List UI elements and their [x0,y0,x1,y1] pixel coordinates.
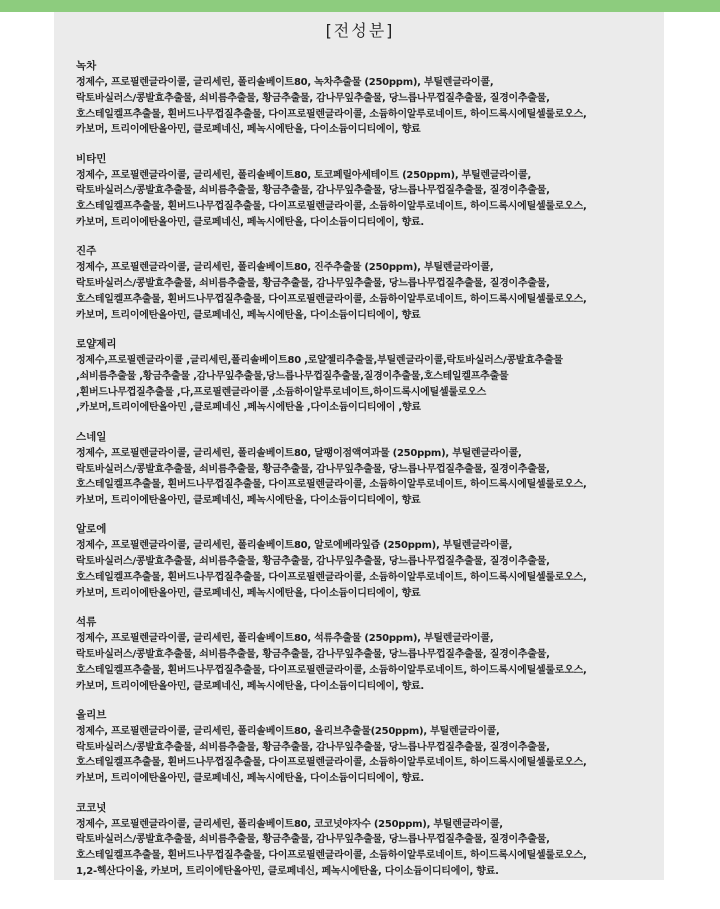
ingredient-line: 카보머, 트리이에탄올아민, 클로페네신, 페녹시에탄올, 다이소듐이디티에이, 향료. [76,217,424,229]
top-accent-bar [0,0,720,12]
section-name: 로얄제리 [76,338,117,351]
ingredient-line: 호스테일켈프추출물, 흰버드나무껍질추출물, 다이프로필렌글라이콜, 소듐하이알루로네이트, 하이드록시에틸셀룰로오스, [76,572,587,584]
ingredient-line: 카보머, 트리이에탄올아민, 클로페네신, 페녹시에탄올, 다이소듐이디티에이, 향료 [76,495,421,507]
ingredient-line: 호스테일켈프추출물, 흰버드나무껍질추출물, 다이프로필렌글라이콜, 소듐하이알루로네이트, 하이드록시에틸셀룰로오스, [76,293,587,305]
ingredient-line: 락토바실러스/콩발효추출물, 쇠비름추출물, 황금추출물, 감나무잎추출물, 당느릅나무껍질추출물, 질경이추출물, [76,834,550,846]
ingredient-line: 정제수, 프로필렌글라이콜, 글리세린, 폴리솔베이트80, 진주추출물 (250ppm), 부틸렌글라이콜, [76,262,494,274]
ingredient-line: 정제수, 프로필렌글라이콜, 글리세린, 폴리솔베이트80, 알로에베라잎즙 (250ppm), 부틸렌글라이콜, [76,540,513,552]
ingredient-section [76,151,644,231]
ingredient-line: 락토바실러스/콩발효추출물, 쇠비름추출물, 황금추출물, 감나무잎추출물, 당느릅나무껍질추출물, 질경이추출물, [76,185,550,197]
ingredient-line: 호스테일켈프추출물, 흰버드나무껍질추출물, 다이프로필렌글라이콜, 소듐하이알루로네이트, 하이드록시에틸셀룰로오스, [76,850,587,862]
section-name: 코코넛 [76,801,107,814]
ingredient-line: 호스테일켈프추출물, 흰버드나무껍질추출물, 다이프로필렌글라이콜, 소듐하이알루로네이트, 하이드록시에틸셀룰로오스, [76,201,587,213]
ingredient-line: 정제수, 프로필렌글라이콜, 글리세린, 폴리솔베이트80, 달팽이점액여과물 (250ppm), 부틸렌글라이콜, [76,447,522,459]
ingredient-line: 락토바실러스/콩발효추출물, 쇠비름추출물, 황금추출물, 감나무잎추출물, 당느릅나무껍질추출물, 질경이추출물, [76,463,550,475]
ingredient-line: ,흰버드나무껍질추출물 ,다,프로필렌글라이콜 ,소듐하이알루로네이트,하이드록시에틸셀룰로오스 [76,386,487,398]
ingredient-list [76,353,644,416]
section-name: 석류 [76,616,97,629]
ingredient-line: ,카보머,트리이에탄올아민 ,클로페네신 ,페녹시에탄올 ,다이소듐이디티에이 ,향료 [76,402,421,414]
ingredient-line: 락토바실러스/콩발효추출물, 쇠비름추출물, 황금추출물, 감나무잎추출물, 당느릅나무껍질추출물, 질경이추출물, [76,741,550,753]
section-name: 스네일 [76,430,107,443]
ingredient-line: 카보머, 트리이에탄올아민, 클로페네신, 페녹시에탄올, 다이소듐이디티에이, 향료 [76,587,421,599]
ingredient-line: 락토바실러스/콩발효추출물, 쇠비름추출물, 황금추출물, 감나무잎추출물, 당느릅나무껍질추출물, 질경이추출물, [76,92,550,104]
ingredient-list [76,724,644,787]
section-name: 알로에 [76,523,107,536]
ingredient-line: 호스테일켈프추출물, 흰버드나무껍질추출물, 다이프로필렌글라이콜, 소듐하이알루로네이트, 하이드록시에틸셀룰로오스, [76,664,587,676]
ingredient-line: 정제수, 프로필렌글라이콜, 글리세린, 폴리솔베이트80, 녹차추출물 (250ppm), 부틸렌글라이콜, [76,77,494,88]
ingredient-section [76,336,644,416]
ingredient-line: 정제수, 프로필렌글라이콜, 글리세린, 폴리솔베이트80, 석류추출물 (250ppm), 부틸렌글라이콜, [76,633,494,645]
ingredient-line: 카보머, 트리이에탄올아민, 클로페네신, 페녹시에탄올, 다이소듐이디티에이, 향료. [76,773,424,785]
page-title: [전성분] [325,21,395,40]
ingredient-line: 정제수,프로필렌글라이콜 ,글리세린,폴리솔베이트80 ,로얄젤리추출물,부틸렌글라이콜,락토바실러스/콩발효추출물 [76,355,563,367]
ingredient-list [76,168,644,231]
ingredient-section [76,707,644,787]
ingredient-list [76,446,644,509]
section-name: 비타민 [76,152,107,165]
ingredient-line: 카보머, 트리이에탄올아민, 클로페네신, 페녹시에탄올, 다이소듐이디티에이, 향료. [76,680,424,692]
ingredient-line: 락토바실러스/콩발효추출물, 쇠비름추출물, 황금추출물, 감나무잎추출물, 당느릅나무껍질추출물, 질경이추출물, [76,648,550,660]
section-name: 진주 [76,245,97,258]
ingredient-line: 호스테일켈프추출물, 흰버드나무껍질추출물, 다이프로필렌글라이콜, 소듐하이알루로네이트, 하이드록시에틸셀룰로오스, [76,757,587,769]
ingredient-line: 1,2-헥산다이올, 카보머, 트리이에탄올아민, 클로페네신, 페녹시에탄올, 다이소듐이디티에이, 향료. [76,865,499,877]
ingredient-line: 락토바실러스/콩발효추출물, 쇠비름추출물, 황금추출물, 감나무잎추출물, 당느릅나무껍질추출물, 질경이추출물, [76,278,550,290]
ingredient-line: 호스테일켈프추출물, 흰버드나무껍질추출물, 다이프로필렌글라이콜, 소듐하이알루로네이트, 하이드록시에틸셀룰로오스, [76,479,587,491]
ingredient-line: 정제수, 프로필렌글라이콜, 글리세린, 폴리솔베이트80, 토코페릴아세테이트 (250ppm), 부틸렌글라이콜, [76,169,532,181]
ingredient-line: ,쇠비름추출물 ,황금추출물 ,감나무잎추출물,당느릅나무껍질추출물,질경이추출물,호스테일켈프추출물 [76,370,509,382]
ingredient-section [76,800,644,880]
ingredient-list [76,260,644,323]
ingredient-line: 정제수, 프로필렌글라이콜, 글리세린, 폴리솔베이트80, 올리브추출물(250ppm), 부틸렌글라이콜, [76,725,500,737]
ingredient-section [76,521,644,601]
ingredient-line: 카보머, 트리이에탄올아민, 클로페네신, 페녹시에탄올, 다이소듐이디티에이, 향료 [76,309,421,321]
ingredient-section [76,614,644,694]
section-name: 녹차 [76,60,97,72]
ingredient-list [76,538,644,601]
ingredient-list [76,817,644,880]
ingredient-line: 호스테일켈프추출물, 흰버드나무껍질추출물, 다이프로필렌글라이콜, 소듐하이알루로네이트, 하이드록시에틸셀룰로오스, [76,108,587,120]
ingredient-line: 락토바실러스/콩발효추출물, 쇠비름추출물, 황금추출물, 감나무잎추출물, 당느릅나무껍질추출물, 질경이추출물, [76,556,550,568]
ingredients-panel [54,12,664,880]
ingredient-line: 카보머, 트리이에탄올아민, 클로페네신, 페녹시에탄올, 다이소듐이디티에이, 향료 [76,124,421,136]
ingredient-list [76,631,644,694]
ingredient-line: 정제수, 프로필렌글라이콜, 글리세린, 폴리솔베이트80, 코코넛야자수 (250ppm), 부틸렌글라이콜, [76,818,503,830]
section-name: 올리브 [76,708,107,721]
ingredient-section [76,243,644,323]
ingredient-section [76,429,644,509]
ingredient-list [76,75,644,138]
ingredient-section [76,58,644,138]
